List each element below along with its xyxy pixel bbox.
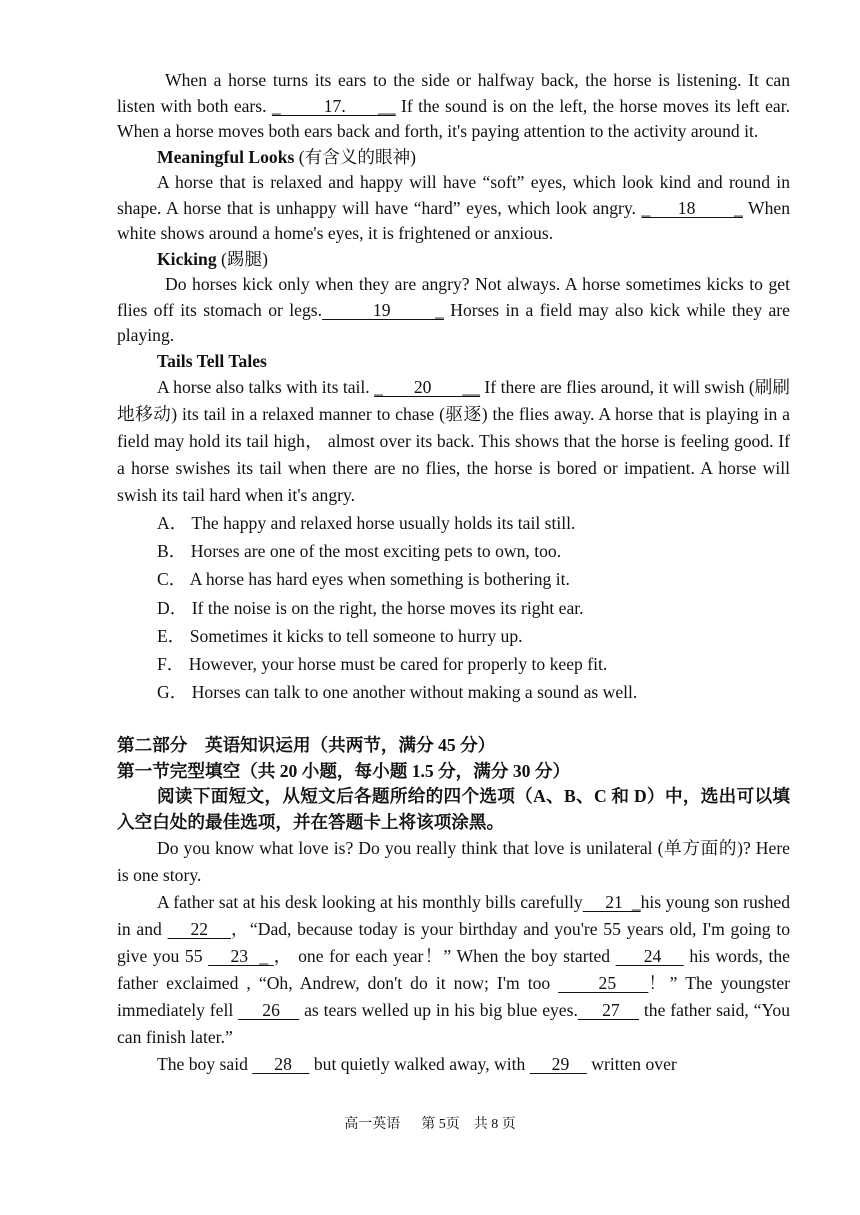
text: Do horses kick only when they are angry? Not always. A horse sometimes kicks to get flies off its stomach or legs. <box>117 274 790 320</box>
text: but quietly walked away, with <box>309 1054 530 1075</box>
blank-27: 27 <box>577 1000 640 1021</box>
text: Horses in a field may also kick while they are playing. <box>117 299 790 345</box>
spacer <box>117 706 790 733</box>
heading-text: Kicking <box>157 248 217 269</box>
text: his words, the father exclaimed , “Oh, Andrew, don't do it now; I'm too <box>117 946 790 994</box>
blank-20: _ 20 __ <box>374 377 481 397</box>
option-c: C． A horse has hard eyes when something is bothering it. <box>157 569 570 590</box>
heading-gloss: (有含义的眼神) <box>294 146 417 167</box>
blank-19: 19 _ <box>321 299 444 320</box>
text: If the sound is on the left, the horse moves its left ear. When a horse moves both ears back and forth, it's paying attention to the activity around it. <box>117 95 790 141</box>
text: ！” The youngster immediately fell <box>117 973 790 1021</box>
text: When a horse turns its ears to the side or halfway back, the horse is listening. It can listen with both ears. <box>117 70 790 116</box>
blank-26: 26 <box>238 1000 300 1021</box>
paragraph-kicking <box>117 272 790 349</box>
option-f: F． However, your horse must be cared for properly to keep fit. <box>157 654 608 675</box>
option-e: E． Sometimes it kicks to tell someone to hurry up. <box>157 625 523 646</box>
text: written over <box>586 1054 677 1075</box>
heading-text: Tails Tell Tales <box>157 350 267 371</box>
heading-gloss: (踢腿) <box>216 248 268 269</box>
option-list <box>117 509 790 706</box>
blank-25: 25 <box>558 973 649 994</box>
option-d: D． If the noise is on the right, the horse moves its right ear. <box>157 597 584 618</box>
text: ，“Dad, because today is your birthday and you're 55 years old, I'm going to give you 55 <box>117 919 791 967</box>
blank-18: _ 18 _ <box>641 197 743 218</box>
text: If there are flies around, it will swish (刷刷地移动) its tail in a relaxed manner to chase (驱逐) the flies away. A horse that is playing in a field may hold its tail high， almost over its back. This shows that the horse is feeling good. If a horse swishes its tail when there are no flies, the horse is bored or impatient. A horse will swish its tail hard when it's angry. <box>117 377 791 505</box>
text: his young son rushed in and <box>117 892 790 940</box>
heading-tails <box>117 349 790 375</box>
blank-23: 23 _ <box>208 946 274 967</box>
paragraph-listening <box>117 68 790 145</box>
instructions: 阅读下面短文，从短文后各题所给的四个选项（A、B、C 和 D）中，选出可以填入空白处的最佳选项，并在答题卡上将该项涂黑。 <box>117 786 790 832</box>
exam-page <box>117 68 790 1078</box>
blank-28: 28 <box>252 1054 310 1075</box>
section-title: 第一节完型填空（共 20 小题，每小题 1.5 分，满分 30 分） <box>117 760 571 781</box>
text: A horse that is relaxed and happy will have “soft” eyes, which look kind and round in shape. A horse that is unhappy will have “hard” eyes, which look angry. <box>117 172 790 218</box>
part-title: 第二部分 英语知识运用（共两节，满分 45 分） <box>117 735 496 756</box>
text: A father sat at his desk looking at his monthly bills carefully <box>157 892 583 913</box>
blank-22: 22 <box>167 919 231 940</box>
text: A horse also talks with its tail. <box>157 377 375 397</box>
paragraph-father <box>117 889 790 1051</box>
text: When white shows around a home's eyes, it is frightened or anxious. <box>117 197 791 243</box>
page-footer: 高一英语 第 5页 共 8 页 <box>344 1117 516 1132</box>
heading-kicking <box>117 247 790 273</box>
option-g: G． Horses can talk to one another without making a sound as well. <box>157 682 638 703</box>
text: the father said, “You can finish later.” <box>117 1000 791 1048</box>
heading-meaningful-looks <box>117 145 790 171</box>
text: as tears welled up in his big blue eyes. <box>299 1000 578 1021</box>
option-a: A． The happy and relaxed horse usually holds its tail still. <box>157 513 576 533</box>
paragraph-boy <box>117 1051 790 1078</box>
option-b: B． Horses are one of the most exciting pets to own, too. <box>157 541 562 562</box>
heading-text: Meaningful Looks <box>157 146 295 167</box>
blank-24: 24 <box>615 946 684 967</box>
paragraph-tails <box>117 374 790 509</box>
text: ， one for each year！” When the boy started <box>273 946 616 967</box>
blank-17: _ 17. __ <box>271 95 396 116</box>
paragraph-intro: Do you know what love is? Do you really think that love is unilateral (单方面的)? Here is one story. <box>117 838 790 886</box>
blank-21: 21 _ <box>582 892 641 913</box>
blank-29: 29 <box>529 1054 587 1075</box>
paragraph-looks <box>117 170 790 247</box>
text: The boy said <box>157 1054 253 1075</box>
